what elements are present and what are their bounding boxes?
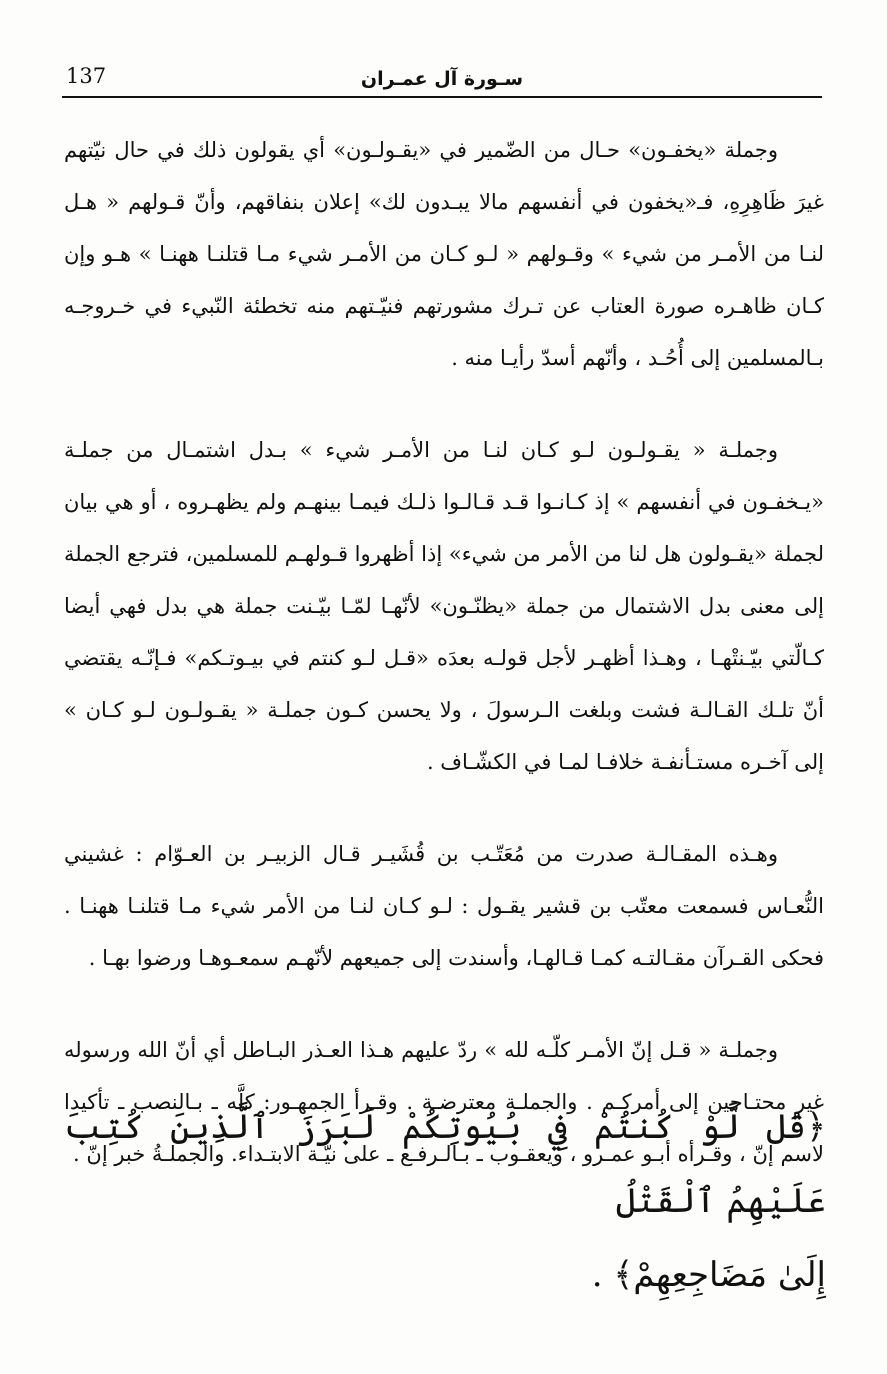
paragraph-3: وهـذه المقـالـة صدرت من مُعَتّـب بن قُشَيـر قـال الزبيـر بن العـوّام : غشيني النُّعـاس فسمعت معتّب بن قشير يقـول : لـو كـان لنـا من الأمر شيء مـا قتلنـا ههنـا . فحكى القـرآن مقـالتـه كمـا قـالهـا، وأسندت إلى جميعهم لأنّهـم سمعـوهـا ورضوا بهـا . (64, 842, 824, 970)
paragraph-1: وجملة «يخفـون» حـال من الضّمير في «يقـولـون» أي يقولون ذلك في حال نيّتهم غيرَ ظَاهِرِهِ، فـ«يخفون في أنفسهم مالا يبـدون لك» إعلان بنفاقهم، وأنّ قـولهم « هـل لنـا من الأمـر من شيء » وقـولهم « لـو كـان من الأمـر شيء مـا قتلنـا ههنـا » هـو وإن كـان ظاهـره صورة العتاب عن تـرك مشورتهم فنيّـتهم منه تخطئة النّبيء في خـروجـه بـالمسلمين إلى أُحُـد ، وأنّهم أسدّ رأيـا منه . (64, 138, 824, 370)
paragraph-4: وجملـة « قـل إنّ الأمـر كلّـه لله » ردّ عليهم هـذا العـذر البـاطل أي أنّ الله ورسوله غير محتـاجين إلى أمركـم . والجملـة معترضـة . وقـرأ الجمهـور: كلَّه ـ بـالنصب ـ تأكيدا لاسم إنّ ، وقـرأه أبـو عمـرو ، ويعقـوب ـ بـالـرفـع ـ على نيّـة الابتـداء. والجملـةُ خبر إنّ . (64, 1038, 824, 1166)
page-header (62, 60, 822, 98)
quran-verse (64, 1090, 826, 1312)
surah-title: سـورة آل عمـران (360, 68, 524, 90)
body-text (64, 124, 824, 1220)
paragraph-2: وجملـة « يقـولـون لـو كـان لنـا من الأمـر شيء » بـدل اشتمـال من جملـة «يـخفـون في أنفسهم » إذ كـانـوا قـد قـالـوا ذلـك فيمـا بينهـم ولم يظهـروه ، أو هي بيان لجملة «يقـولون هل لنا من الأمر من شيء» إذا أظهروا قـولهـم للمسلمين، فترجع الجملة إلى معنى بدل الاشتمال من جملة «يظنّـون» لأنّهـا لمّـا بيّـنت جملة هي بدل فهي أيضا كـالّتي بيّـنتْهـا ، وهـذا أظهـر لأجل قولـه بعدَه «قـل لـو كنتم في بيـوتـكم» فـإنّـه يقتضي أنّ تلـك القـالـة فشت وبلغت الـرسولَ ، ولا يحسن كـون جملـة « يقـولـون لـو كـان » إلى آخـره مستـأنفـة خلافـا لمـا في الكشّـاف . (64, 438, 824, 774)
verse-line-1: ﴿قُل لَّوْ كُنتُمْ فِي بُيُوتِكُمْ لَبَرَزَ ٱلَّذِينَ كُتِبَ عَلَيْهِمُ ٱلْقَتْلُ (64, 1107, 826, 1221)
header-rule (62, 96, 822, 98)
page-number: 137 (66, 64, 107, 88)
verse-line-2: إِلَىٰ مَضَاجِعِهِمْ﴾ . (591, 1255, 826, 1295)
